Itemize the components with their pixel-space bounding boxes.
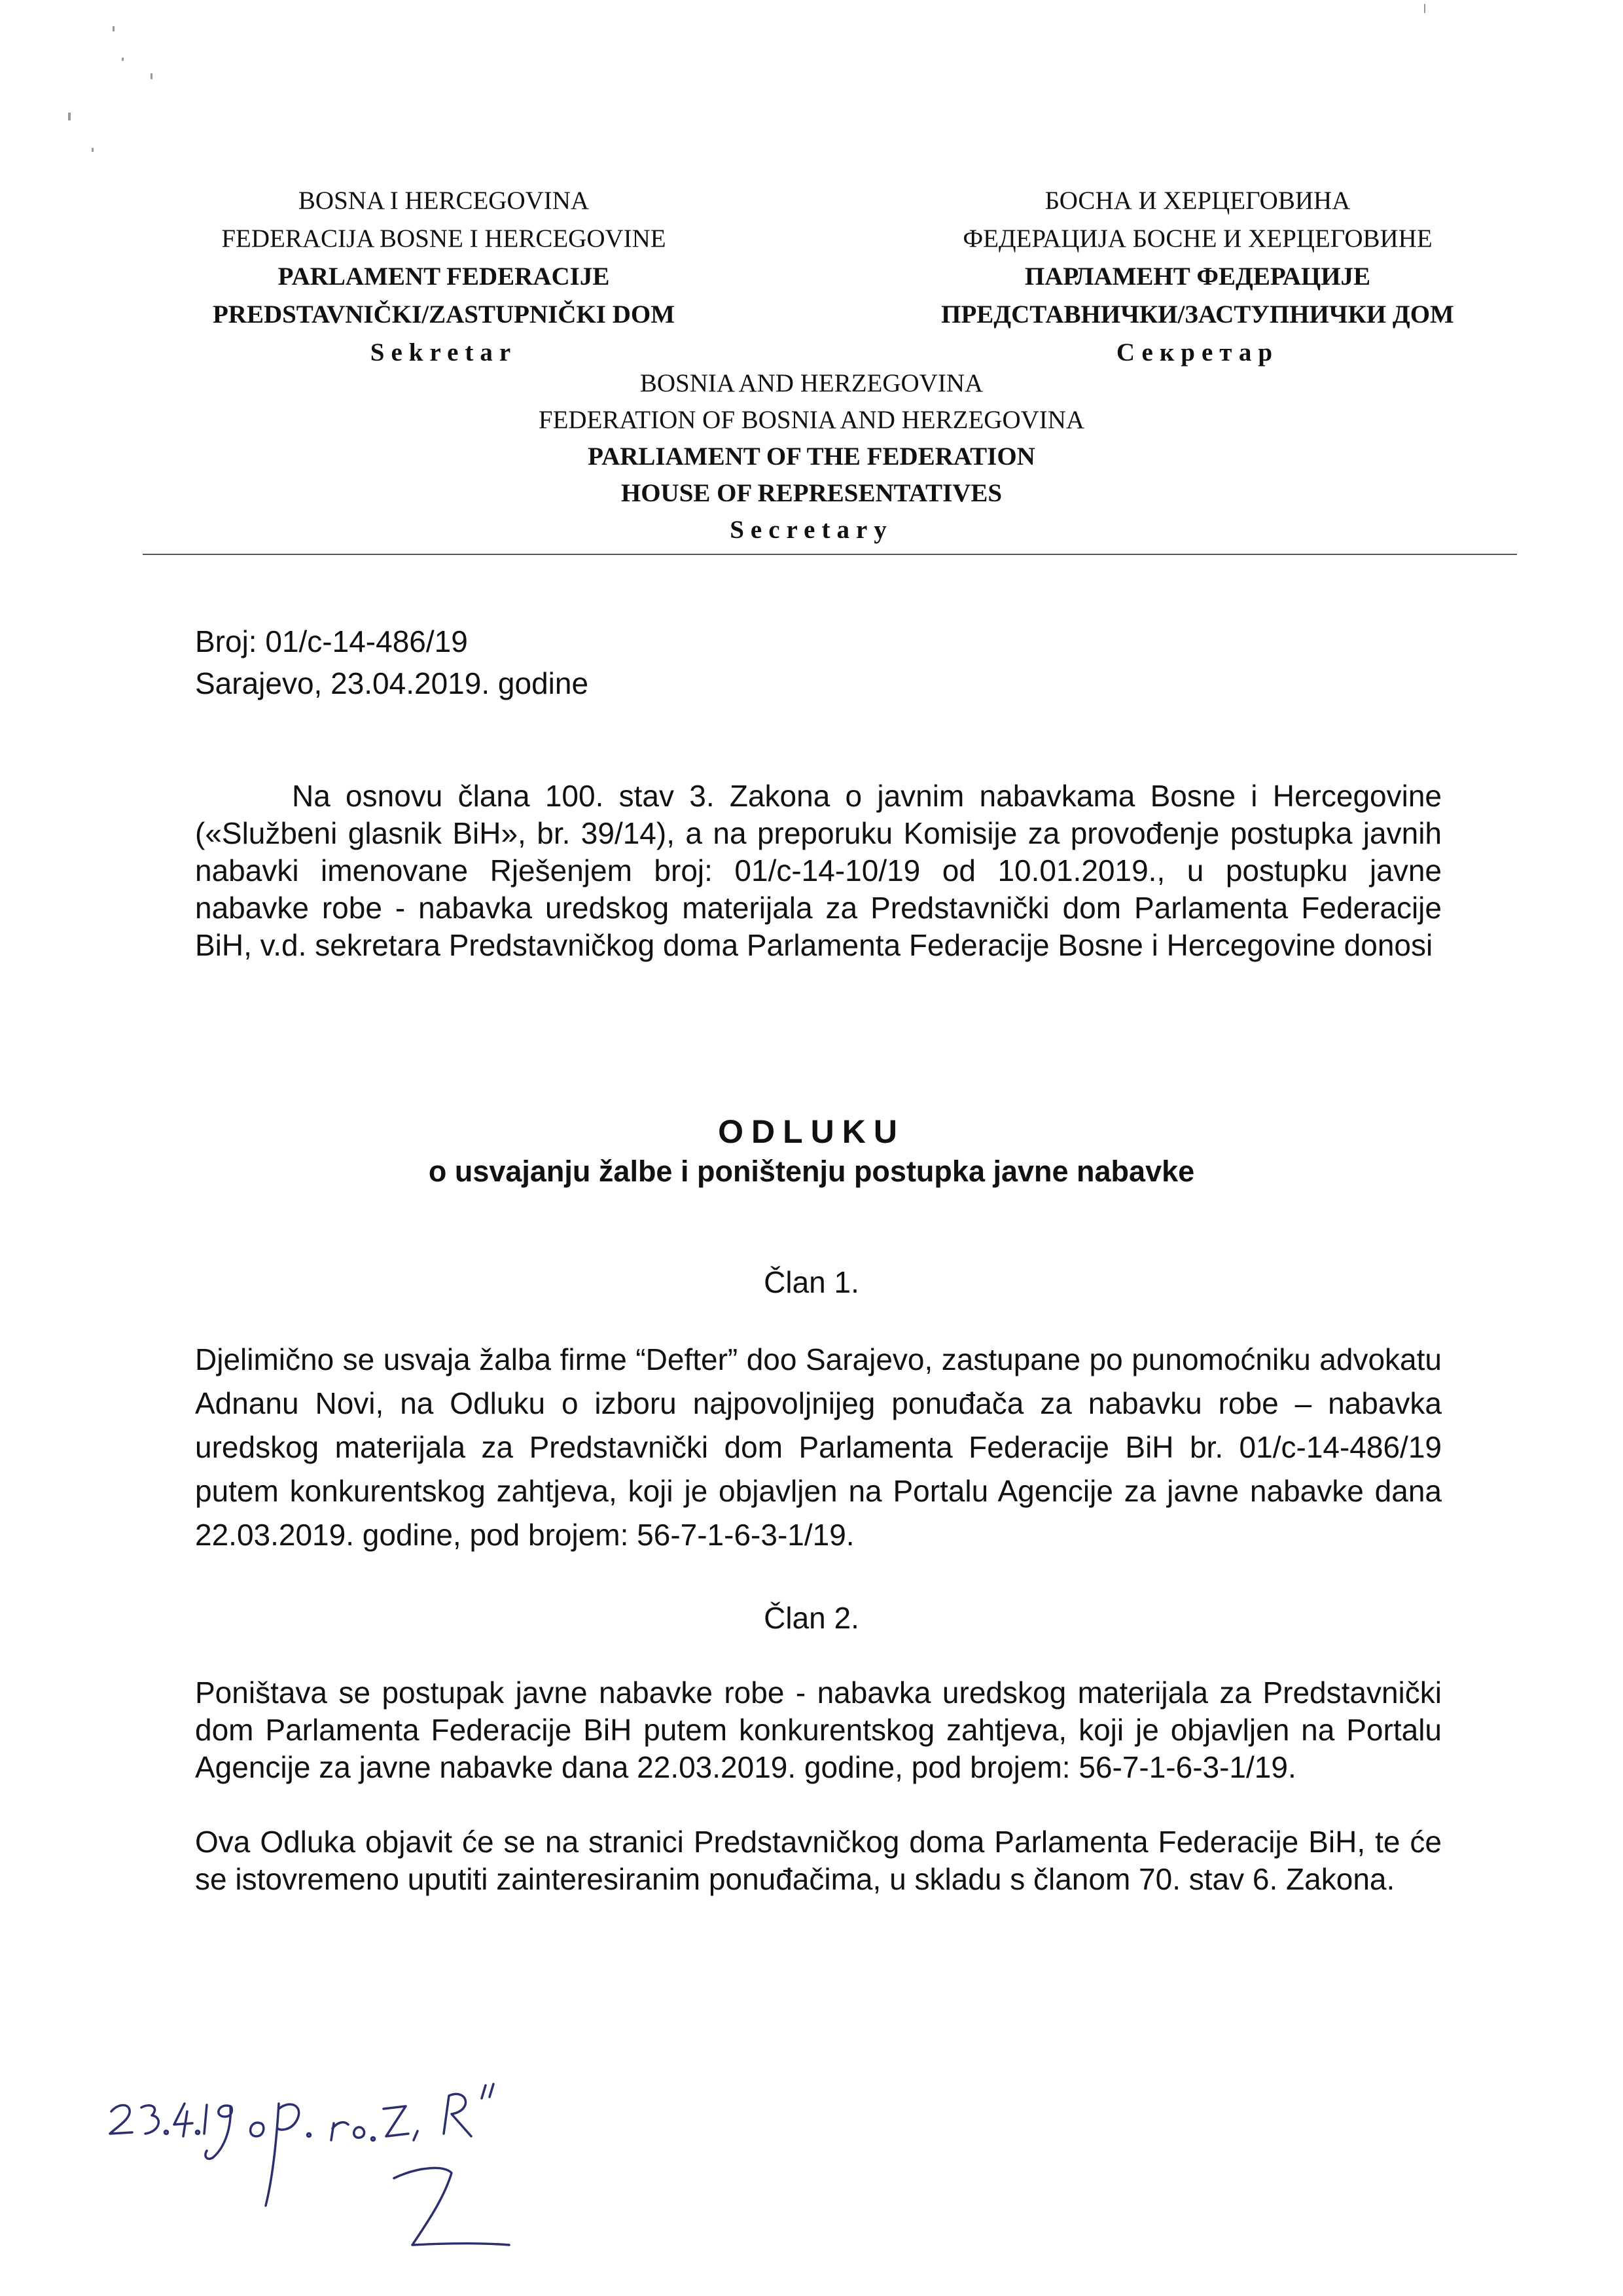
letterhead-parliament: PARLAMENT FEDERACIJE bbox=[277, 262, 610, 291]
letterhead-parliament-cyr: ПАРЛАМЕНТ ФЕДЕРАЦИЈЕ bbox=[1024, 262, 1371, 291]
reference-number: Broj: 01/c-14-486/19 bbox=[195, 624, 468, 658]
letterhead-office-cyr: Секретар bbox=[1116, 338, 1279, 367]
scan-speck bbox=[122, 58, 124, 61]
scan-speck bbox=[92, 148, 94, 152]
letterhead-divider bbox=[143, 554, 1517, 555]
decision-title: ODLUKU bbox=[718, 1113, 905, 1150]
article-2-paragraph-1: Poništava se postupak javne nabavke robe - nabavka uredskog materijala za Predstavnički dom Parlamenta Federacije BiH putem konkurentskog zahtjeva, koji je objavljen na Portalu Agencije za javne nabavke dana 22.03.2019. godine, pod brojem: 56-7-1-6-3-1/19. bbox=[195, 1676, 1442, 1784]
article-1-heading: Član 1. bbox=[764, 1265, 859, 1299]
letterhead-country-cyr: БОСНА И ХЕРЦЕГОВИНА bbox=[1044, 187, 1351, 215]
letterhead-federation-cyr: ФЕДЕРАЦИЈА БОСНЕ И ХЕРЦЕГОВИНЕ bbox=[963, 224, 1433, 253]
letterhead-english bbox=[419, 365, 1204, 548]
letterhead-latin bbox=[149, 182, 738, 372]
letterhead-house-cyr: ПРЕДСТАВНИЧКИ/ЗАСТУПНИЧКИ ДОМ bbox=[941, 300, 1454, 329]
scan-speck bbox=[113, 26, 115, 31]
intro-paragraph: Na osnovu člana 100. stav 3. Zakona o javnim nabavkama Bosne i Hercegovine («Službeni glasnik BiH», br. 39/14), a na preporuku Komisije za provođenje postupka javnih nabavki imenovane Rješenjem broj: 01/c-14-10/19 od 10.01.2019., u postupku javne nabavke robe - nabavka uredskog materijala za Predstavnički dom Parlamenta Federacije BiH, v.d. sekretara Predstavničkog doma Parlamenta Federacije Bosne i Hercegovine donosi bbox=[195, 779, 1442, 962]
letterhead-parliament-en: PARLIAMENT OF THE FEDERATION bbox=[588, 442, 1035, 471]
handwritten-note-drawing bbox=[85, 2068, 582, 2265]
letterhead-country: BOSNA I HERCEGOVINA bbox=[298, 187, 590, 215]
letterhead-country-en: BOSNIA AND HERZEGOVINA bbox=[639, 369, 984, 397]
article-2-heading: Član 2. bbox=[764, 1601, 859, 1635]
article-1-paragraph: Djelimično se usvaja žalba firme “Defter” doo Sarajevo, zastupane po punomoćniku advokatu Adnanu Novi, na Odluku o izboru najpovoljnijeg ponuđača za nabavku robe – nabavka uredskog materijala za Predstavnički dom Parlamenta Federacije BiH br. 01/c-14-486/19 putem konkurentskog zahtjeva, koji je objavljen na Portalu Agencije za javne nabavke dana 22.03.2019. godine, pod brojem: 56-7-1-6-3-1/19. bbox=[195, 1342, 1442, 1552]
letterhead-federation: FEDERACIJA BOSNE I HERCEGOVINE bbox=[221, 224, 666, 253]
article-2-paragraph-2: Ova Odluka objavit će se na stranici Predstavničkog doma Parlamenta Federacije BiH, te će se istovremeno uputiti zainteresiranim ponuđačima, u skladu s članom 70. stav 6. Zakona. bbox=[195, 1825, 1442, 1896]
scan-speck bbox=[151, 73, 152, 79]
scan-speck bbox=[68, 113, 71, 120]
letterhead-office-en: Secretary bbox=[730, 516, 893, 544]
letterhead-house: PREDSTAVNIČKI/ZASTUPNIČKI DOM bbox=[212, 300, 675, 329]
letterhead-federation-en: FEDERATION OF BOSNIA AND HERZEGOVINA bbox=[538, 406, 1085, 434]
handwritten-note bbox=[85, 2068, 582, 2268]
decision-subtitle: o usvajanju žalbe i poništenju postupka javne nabavke bbox=[428, 1155, 1195, 1188]
scan-speck bbox=[1424, 4, 1425, 13]
reference-place-date: Sarajevo, 23.04.2019. godine bbox=[195, 666, 589, 700]
letterhead-office: Sekretar bbox=[370, 338, 518, 367]
letterhead-house-en: HOUSE OF REPRESENTATIVES bbox=[620, 479, 1003, 507]
reference-block bbox=[195, 620, 588, 704]
letterhead-cyrillic bbox=[903, 182, 1492, 372]
